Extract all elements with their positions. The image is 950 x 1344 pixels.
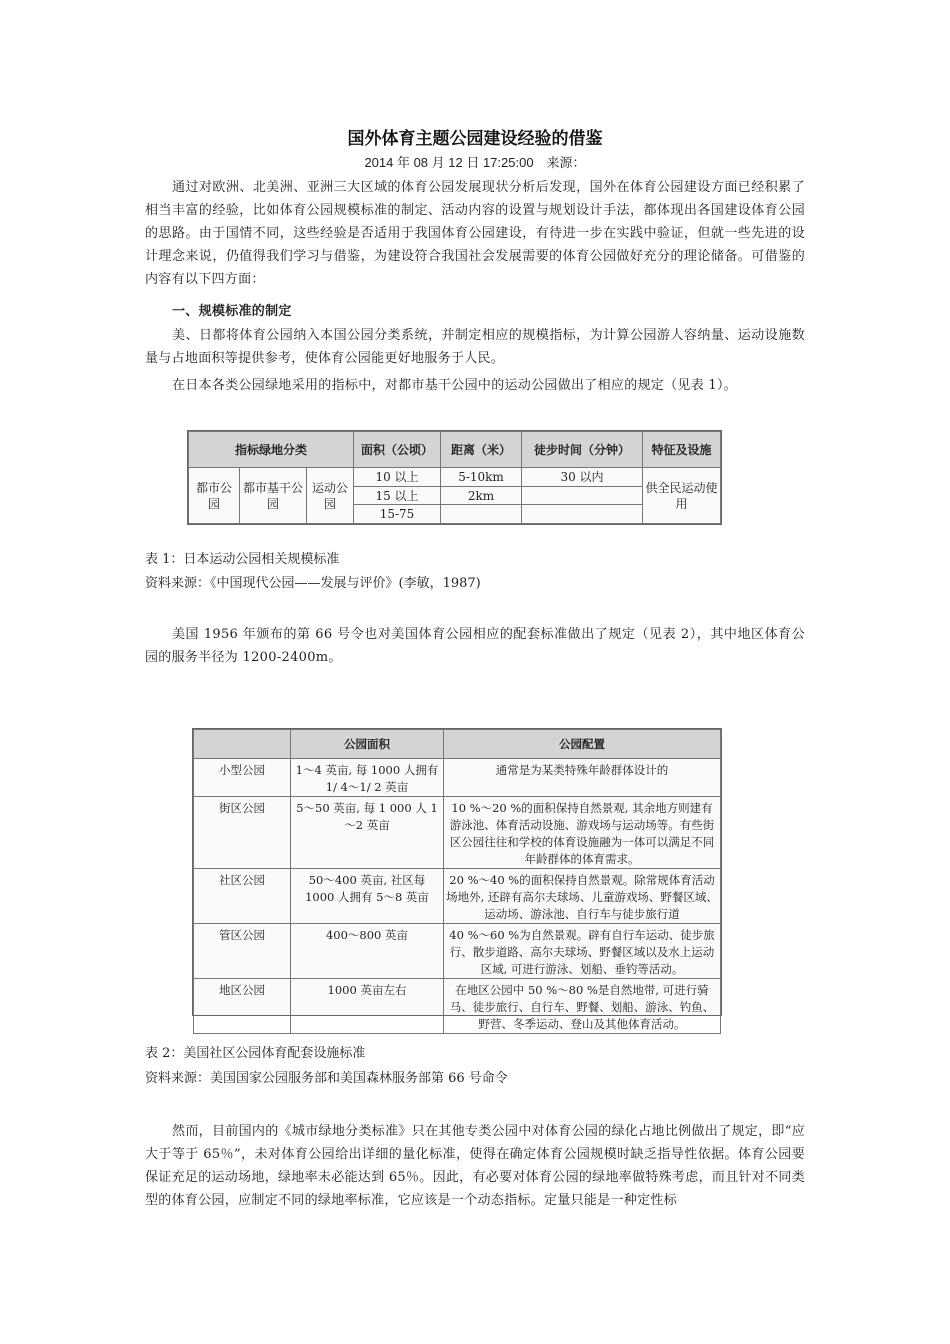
article-title: 国外体育主题公园建设经验的借鉴: [347, 129, 603, 149]
section-heading: 一、规模标准的制定: [172, 304, 292, 319]
t1-area-1: 10 以上: [354, 468, 441, 487]
t1-header-distance: 距离（米）: [441, 432, 522, 468]
t1-distance-2: 2km: [441, 486, 522, 505]
table-2-source: 资料来源：美国国家公园服务部和美国森林服务部第 66 号命令: [145, 1071, 508, 1086]
table-2-caption: 表 2：美国社区公园体育配套设施标准: [145, 1046, 366, 1061]
t1-distance-1: 5-10km: [441, 468, 522, 487]
t2-header-config: 公园配置: [444, 730, 721, 759]
t2-row-config: 40 %～60 %为自然景观。辟有自行车运动、徒步旅行、散步道路、高尔夫球场、野餐区域以及水上运动区域, 可进行游泳、划船、垂钓等活动。: [444, 924, 721, 979]
t1-area-3: 15-75: [354, 505, 441, 524]
t2-row-area: 400～800 英亩: [291, 924, 444, 979]
t2-row-config: 在地区公园中 50 %～80 %是自然地带, 可进行骑马、徒步旅行、自行车、野餐、划船、游泳、钓鱼、野营、冬季运动、登山及其他体育活动。: [444, 979, 721, 1034]
t1-walk-3: [522, 505, 643, 524]
t1-header-area: 面积（公顷）: [354, 432, 441, 468]
t2-row-name: 小型公园: [194, 759, 291, 797]
t2-row-config: 通常是为某类特殊年龄群体设计的: [444, 759, 721, 797]
table-row: [194, 869, 721, 924]
t1-area-2: 15 以上: [354, 486, 441, 505]
t2-row-name: 街区公园: [194, 797, 291, 869]
t2-row-area: 1000 英亩左右: [291, 979, 444, 1034]
t1-cat1: 都市公园: [189, 468, 240, 524]
t1-feature: 供全民运动使用: [643, 468, 721, 524]
t2-row-name: 地区公园: [194, 979, 291, 1034]
paragraph-2: 在日本各类公园绿地采用的指标中，对都市基干公园中的运动公园做出了相应的规定（见表 1）。: [172, 378, 738, 393]
t2-header-area: 公园面积: [291, 730, 444, 759]
t2-row-name: 管区公园: [194, 924, 291, 979]
table-row: [194, 797, 721, 869]
t2-row-config: 10 %～20 %的面积保持自然景观, 其余地方则建有游泳池、体育活动设施、游戏场与运动场等。有些街区公园往往和学校的体育设施融为一体可以满足不同年龄群体的体育需求。: [444, 797, 721, 869]
paragraph-1: 美、日都将体育公园纳入本国公园分类系统，并制定相应的规模指标，为计算公园游人容纳量、运动设施数量与占地面积等提供参考，使体育公园能更好地服务于人民。: [145, 328, 805, 366]
table-row: [194, 924, 721, 979]
paragraph-3: 美国 1956 年颁布的第 66 号令也对美国体育公园相应的配套标准做出了规定（见表 2），其中地区体育公园的服务半径为 1200-2400m。: [145, 627, 805, 665]
table-1-source: 资料来源：《中国现代公园——发展与评价》(李敏，1987): [145, 576, 481, 591]
t1-walk-2: [522, 486, 643, 505]
t1-cat2: 都市基干公园: [240, 468, 307, 524]
t2-row-area: 5～50 英亩, 每 1 000 人 1～2 英亩: [291, 797, 444, 869]
t2-row-area: 1～4 英亩, 每 1000 人拥有 1/ 4～1/ 2 英亩: [291, 759, 444, 797]
table-1-caption: 表 1：日本运动公园相关规模标准: [145, 552, 340, 567]
t1-header-feature: 特征及设施: [643, 432, 721, 468]
t2-header-name: [194, 730, 291, 759]
t1-header-category: 指标绿地分类: [189, 432, 354, 468]
t1-cat3: 运动公园: [307, 468, 354, 524]
article-meta: 2014 年 08 月 12 日 17:25:00 来源：: [364, 155, 586, 170]
t2-row-name: 社区公园: [194, 869, 291, 924]
table-row: [194, 979, 721, 1034]
table-1: [187, 430, 722, 525]
t1-walk-1: 30 以内: [522, 468, 643, 487]
t1-distance-3: [441, 505, 522, 524]
intro-paragraph: 通过对欧洲、北美洲、亚洲三大区域的体育公园发展现状分析后发现，国外在体育公园建设方面已经积累了相当丰富的经验，比如体育公园规模标准的制定、活动内容的设置与规划设计手法，都体现出各国建设体育公园的思路。由于国情不同，这些经验是否适用于我国体育公园建设，有待进一步在实践中验证，但就一些先进的设计理念来说，仍值得我们学习与借鉴，为建设符合我国社会发展需要的体育公园做好充分的理论储备。可借鉴的内容有以下四方面：: [145, 180, 805, 287]
paragraph-4: 然而，目前国内的《城市绿地分类标准》只在其他专类公园中对体育公园的绿化占地比例做出了规定，即“应大于等于 65％”，未对体育公园给出详细的量化标准，使得在确定体育公园规模时缺乏指导性依据。体育公园要保证充足的运动场地，绿地率未必能达到 65％。因此，有必要对体育公园的绿地率做特殊考虑，而且针对不同类型的体育公园，应制定不同的绿地率标准，它应该是一个动态指标。定量只能是一种定性标: [145, 1124, 805, 1208]
table-row: [194, 759, 721, 797]
t1-header-walk: 徒步时间（分钟）: [522, 432, 643, 468]
t2-row-area: 50～400 英亩, 社区每 1000 人拥有 5～8 英亩: [291, 869, 444, 924]
t2-row-config: 20 %～40 %的面积保持自然景观。除常规体育活动场地外, 还辟有高尔夫球场、儿童游戏场、野餐区域、运动场、游泳池、自行车与徒步旅行道: [444, 869, 721, 924]
table-2: [192, 728, 722, 1031]
